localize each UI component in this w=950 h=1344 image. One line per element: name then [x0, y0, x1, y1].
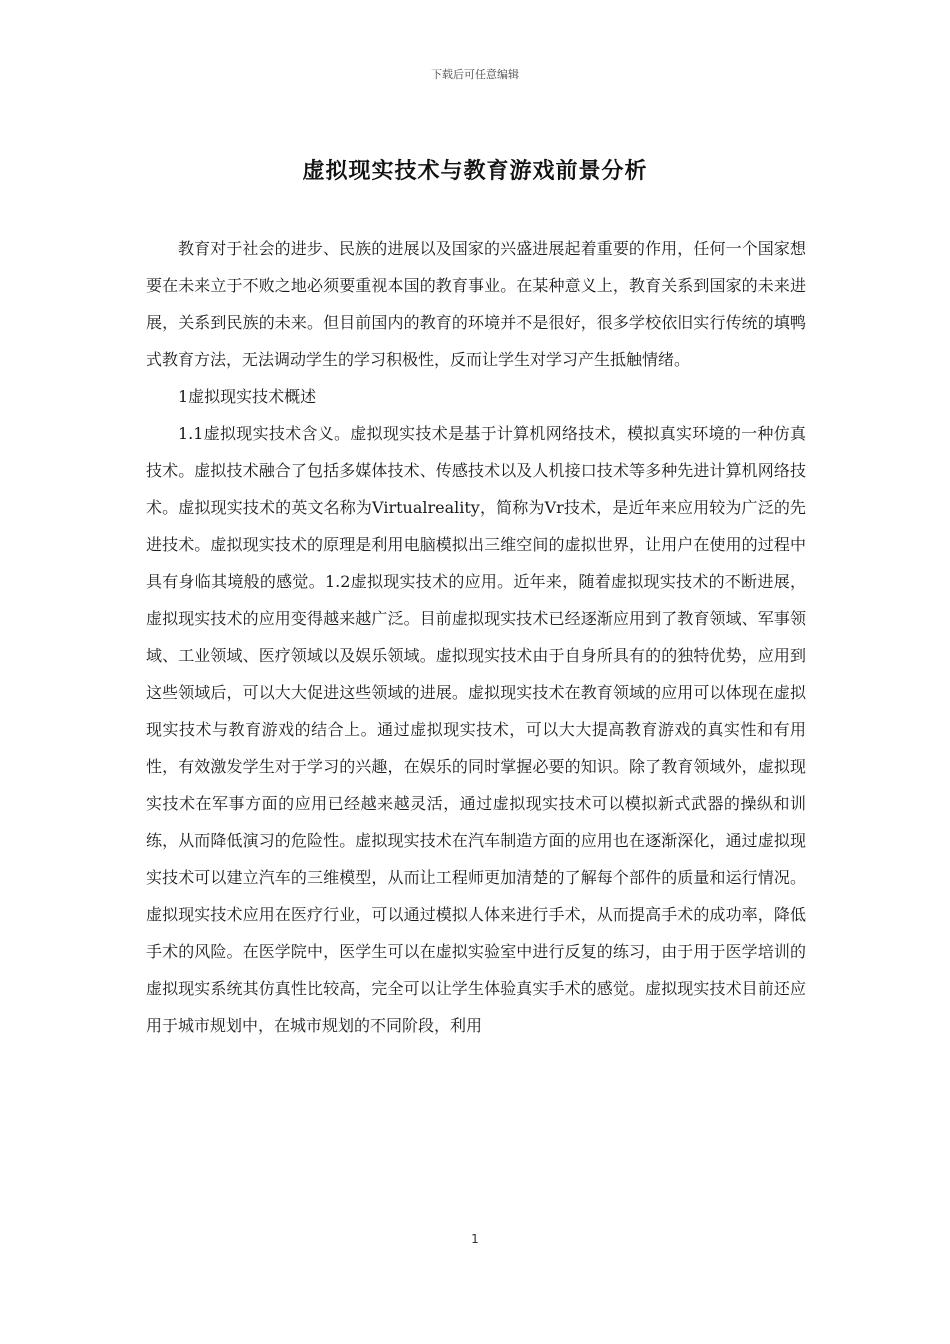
page-number: 1	[471, 1232, 479, 1246]
paragraph-intro: 教育对于社会的进步、民族的进展以及国家的兴盛进展起着重要的作用，任何一个国家想要在未来立于不败之地必须要重视本国的教育事业。在某种意义上，教育关系到国家的未来进展，关系到民族的未来。但目前国内的教育的环境并不是很好，很多学校依旧实行传统的填鸭式教育方法，无法调动学生的学习积极性，反而让学生对学习产生抵触情绪。	[146, 239, 806, 369]
section-heading: 1虚拟现实技术概述	[178, 387, 317, 406]
document-title: 虚拟现实技术与教育游戏前景分析	[302, 159, 648, 184]
page-header: 下载后可任意编辑	[431, 68, 519, 81]
paragraph-section-1-1: 1.1虚拟现实技术含义。虚拟现实技术是基于计算机网络技术，模拟真实环境的一种仿真技术。虚拟技术融合了包括多媒体技术、传感技术以及人机接口技术等多种先进计算机网络技术。虚拟现实技术的英文名称为Virtualreality，简称为Vr技术，是近年来应用较为广泛的先进技术。虚拟现实技术的原理是利用电脑模拟出三维空间的虚拟世界，让用户在使用的过程中具有身临其境般的感觉。1.2虚拟现实技术的应用。近年来，随着虚拟现实技术的不断进展，虚拟现实技术的应用变得越来越广泛。目前虚拟现实技术已经逐渐应用到了教育领域、军事领域、工业领域、医疗领域以及娱乐领域。虚拟现实技术由于自身所具有的的独特优势，应用到这些领域后，可以大大促进这些领域的进展。虚拟现实技术在教育领域的应用可以体现在虚拟现实技术与教育游戏的结合上。通过虚拟现实技术，可以大大提高教育游戏的真实性和有用性，有效激发学生对于学习的兴趣，在娱乐的同时掌握必要的知识。除了教育领域外，虚拟现实技术在军事方面的应用已经越来越灵活，通过虚拟现实技术可以模拟新式武器的操纵和训练，从而降低演习的危险性。虚拟现实技术在汽车制造方面的应用也在逐渐深化，通过虚拟现实技术可以建立汽车的三维模型，从而让工程师更加清楚的了解每个部件的质量和运行情况。虚拟现实技术应用在医疗行业，可以通过模拟人体来进行手术，从而提高手术的成功率，降低手术的风险。在医学院中，医学生可以在虚拟实验室中进行反复的练习，由于用于医学培训的虚拟现实系统其仿真性比较高，完全可以让学生体验真实手术的感觉。虚拟现实技术目前还应用于城市规划中，在城市规划的不同阶段，利用	[146, 424, 806, 1035]
document-body	[146, 230, 806, 1044]
